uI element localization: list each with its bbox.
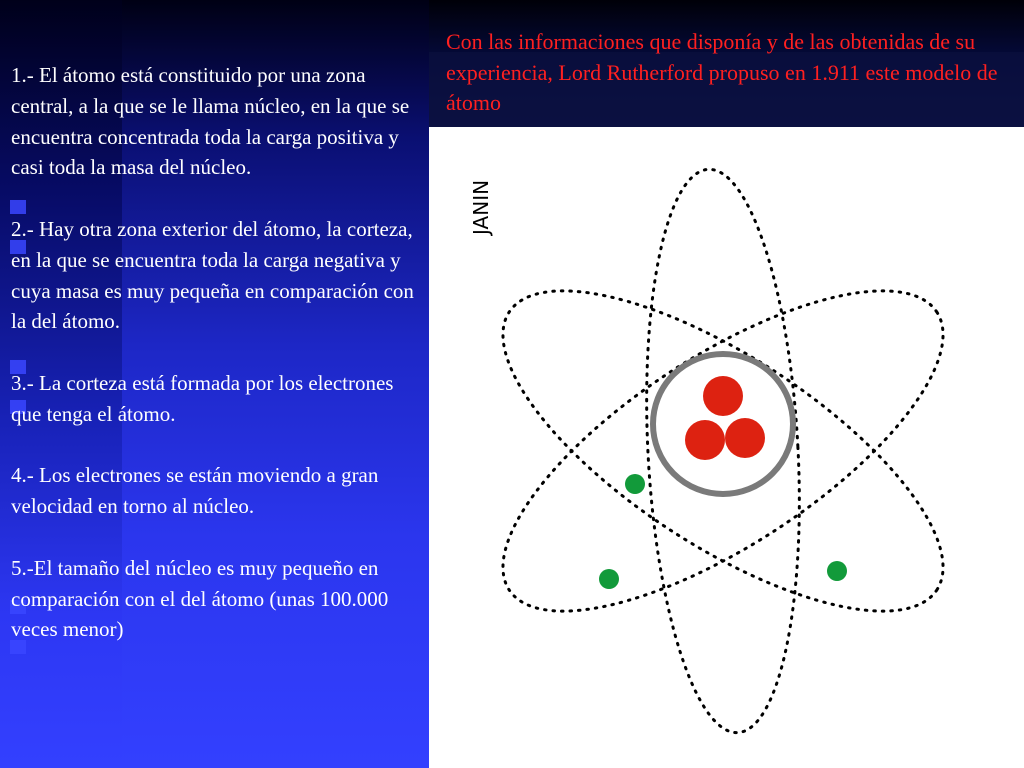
orbits [457,165,988,736]
electron-bottom-left [599,569,619,589]
electron-left [625,474,645,494]
point-5: 5.-El tamaño del núcleo es muy pequeño en comparación con el del átomo (unas 100.000 veces menor) [11,555,389,642]
proton-top [703,376,743,416]
point-2: 2.- Hay otra zona exterior del átomo, la corteza, en la que se encuentra toda la carga negativa y cuya masa es muy pequeña en comparación con la del átomo. [11,216,414,334]
artist-signature: JANIN [469,179,493,235]
point-1: 1.- El átomo está constituido por una zona central, a la que se le llama núcleo, en la que se encuentra concentrada toda la carga positiva y casi toda la masa del núcleo. [11,63,410,180]
slide-heading: Con las informaciones que disponía y de las obtenidas de su experiencia, Lord Rutherford propuso en 1.911 este modelo de átomo [446,29,998,115]
atom-svg [429,127,1024,768]
proton-right [725,418,765,458]
proton-left [685,420,725,460]
orbit-rising [457,232,988,669]
point-4: 4.- Los electrones se están moviendo a gran velocidad en torno al núcleo. [11,463,379,519]
atom-model-points [11,60,429,676]
rutherford-atom-diagram [429,127,1024,768]
point-3: 3.- La corteza está formada por los electrones que tenga el átomo. [11,370,394,426]
nucleus-ring [653,354,793,494]
orbit-falling [457,232,988,669]
electron-right [827,561,847,581]
